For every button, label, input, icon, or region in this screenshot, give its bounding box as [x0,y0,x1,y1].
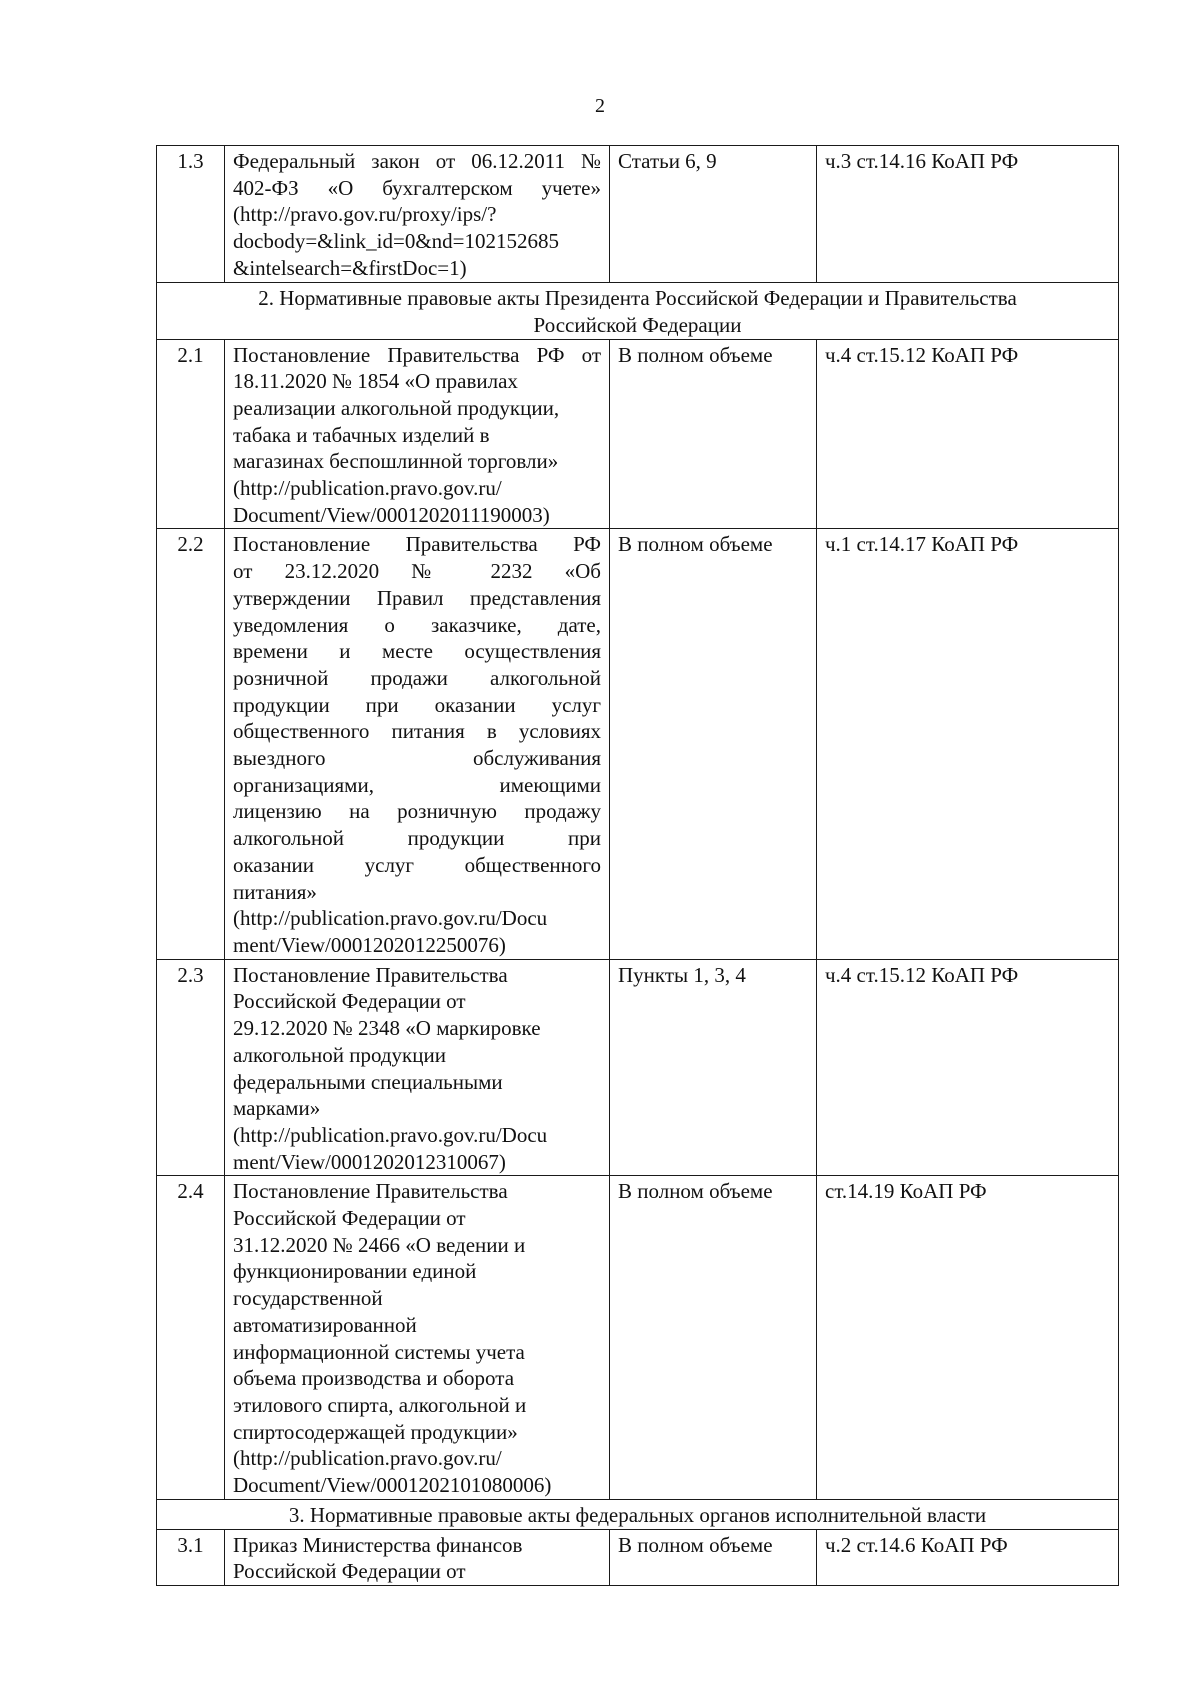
legal-act-text-line: Document/View/0001202011190003) [233,502,550,527]
liability-article: ч.4 ст.15.12 КоАП РФ [817,339,1119,529]
legal-act-text-line: Российской Федерации от [233,989,466,1014]
section-title-line: 2. Нормативные правовые акты Президента Российской Федерации и Правительства [258,285,1017,310]
item-number: 2.1 [157,339,225,529]
legal-act-text-line: Российской Федерации от [233,1206,466,1231]
legal-act-text-line: лицензию на розничную продажу [233,799,601,824]
legal-act-text-line: реализации алкогольной продукции, [233,395,560,420]
legal-act-text-line: (http://publication.pravo.gov.ru/Docu [233,906,548,931]
legal-act-text-line: ment/View/0001202012310067) [233,1149,506,1174]
section-title [157,282,1119,339]
legal-act-text-line: спиртосодержащей продукции» [233,1419,518,1444]
legal-act-text-line: от 23.12.2020 № 2232 «Об [233,559,601,584]
applicable-provisions: Статьи 6, 9 [610,146,817,283]
legal-act-text-line: времени и месте осуществления [233,639,601,664]
liability-article: ч.2 ст.14.6 КоАП РФ [817,1529,1119,1585]
legal-act-text-line: продукции при оказании услуг [233,692,601,717]
legal-act-text-line: уведомления о заказчике, дате, [233,612,601,637]
legal-act-text-line: оказании услуг общественного [233,852,601,877]
legal-act-text-line: объема производства и оборота [233,1366,515,1391]
legal-act-text-line: 402-ФЗ «О бухгалтерском учете» [233,175,601,200]
legal-act-text-line: Постановление Правительства РФ [233,532,601,557]
table-row [157,339,1119,529]
legal-act-text-line: Российской Федерации от [233,1559,466,1584]
legal-act-description [225,1176,610,1499]
legal-act-description [225,146,610,283]
item-number: 2.4 [157,1176,225,1499]
legal-act-description [225,339,610,529]
legal-act-text-line: 31.12.2020 № 2466 «О ведении и [233,1232,526,1257]
legal-act-text-line: Постановление Правительства РФ от [233,342,601,367]
table-row [157,1176,1119,1499]
item-number: 1.3 [157,146,225,283]
legal-act-description [225,529,610,959]
legal-act-text-line: Федеральный закон от 06.12.2011 № [233,149,601,173]
legal-act-text-line: 18.11.2020 № 1854 «О правилах [233,369,518,394]
legal-act-text-line: &intelsearch=&firstDoc=1) [233,255,467,280]
item-number: 2.2 [157,529,225,959]
legal-act-text-line: федеральными специальными [233,1069,503,1094]
legal-act-text-line: 29.12.2020 № 2348 «О маркировке [233,1016,541,1041]
section-header-row [157,1499,1119,1529]
legal-act-text-line: алкогольной продукции [233,1042,446,1067]
table-row [157,146,1119,283]
applicable-provisions: В полном объеме [610,1176,817,1499]
section-header-row [157,282,1119,339]
legal-act-text-line: общественного питания в условиях [233,719,601,744]
legal-act-text-line: (http://publication.pravo.gov.ru/Docu [233,1122,548,1147]
legal-act-text-line: ment/View/0001202012250076) [233,932,506,957]
legal-act-text-line: Постановление Правительства [233,962,508,987]
table-row [157,529,1119,959]
applicable-provisions: В полном объеме [610,529,817,959]
item-number: 3.1 [157,1529,225,1585]
item-number: 2.3 [157,959,225,1176]
legal-act-text-line: питания» [233,879,317,904]
legal-act-text-line: (http://publication.pravo.gov.ru/ [233,1446,502,1471]
applicable-provisions: Пункты 1, 3, 4 [610,959,817,1176]
legal-act-text-line: (http://publication.pravo.gov.ru/ [233,476,502,501]
legal-act-description [225,1529,610,1585]
legal-act-text-line: розничной продажи алкогольной [233,665,601,690]
table-row [157,1529,1119,1585]
page-number: 2 [595,95,605,117]
section-title-line: 3. Нормативные правовые акты федеральных органов исполнительной власти [288,1502,987,1527]
legal-act-text-line: функционировании единой [233,1259,477,1284]
applicable-provisions: В полном объеме [610,1529,817,1585]
liability-article: ч.1 ст.14.17 КоАП РФ [817,529,1119,959]
section-title-line: Российской Федерации [533,312,742,337]
legal-act-text-line: организациями, имеющими [233,772,601,797]
legal-act-text-line: Приказ Министерства финансов [233,1532,523,1557]
legal-act-text-line: магазинах беспошлинной торговли» [233,449,559,474]
legal-act-text-line: Document/View/0001202101080006) [233,1473,552,1498]
liability-article: ч.4 ст.15.12 КоАП РФ [817,959,1119,1176]
legal-act-text-line: алкогольной продукции при [233,826,601,851]
legal-act-description [225,959,610,1176]
requirements-table-body [157,146,1119,1586]
liability-article: ч.3 ст.14.16 КоАП РФ [817,146,1119,283]
legal-act-text-line: государственной [233,1286,383,1311]
table-row [157,959,1119,1176]
requirements-table [156,145,1119,1586]
legal-act-text-line: docbody=&link_id=0&nd=102152685 [233,229,560,254]
applicable-provisions: В полном объеме [610,339,817,529]
legal-act-text-line: (http://pravo.gov.ru/proxy/ips/? [233,202,497,227]
legal-act-text-line: табака и табачных изделий в [233,422,490,447]
legal-act-text-line: этилового спирта, алкогольной и [233,1392,527,1417]
legal-act-text-line: выездного обслуживания [233,746,601,771]
liability-article: ст.14.19 КоАП РФ [817,1176,1119,1499]
legal-act-text-line: автоматизированной [233,1312,417,1337]
legal-act-text-line: Постановление Правительства [233,1179,508,1204]
legal-act-text-line: информационной системы учета [233,1339,525,1364]
legal-act-text-line: утверждении Правил представления [233,585,601,610]
legal-act-text-line: марками» [233,1096,321,1121]
section-title [157,1499,1119,1529]
